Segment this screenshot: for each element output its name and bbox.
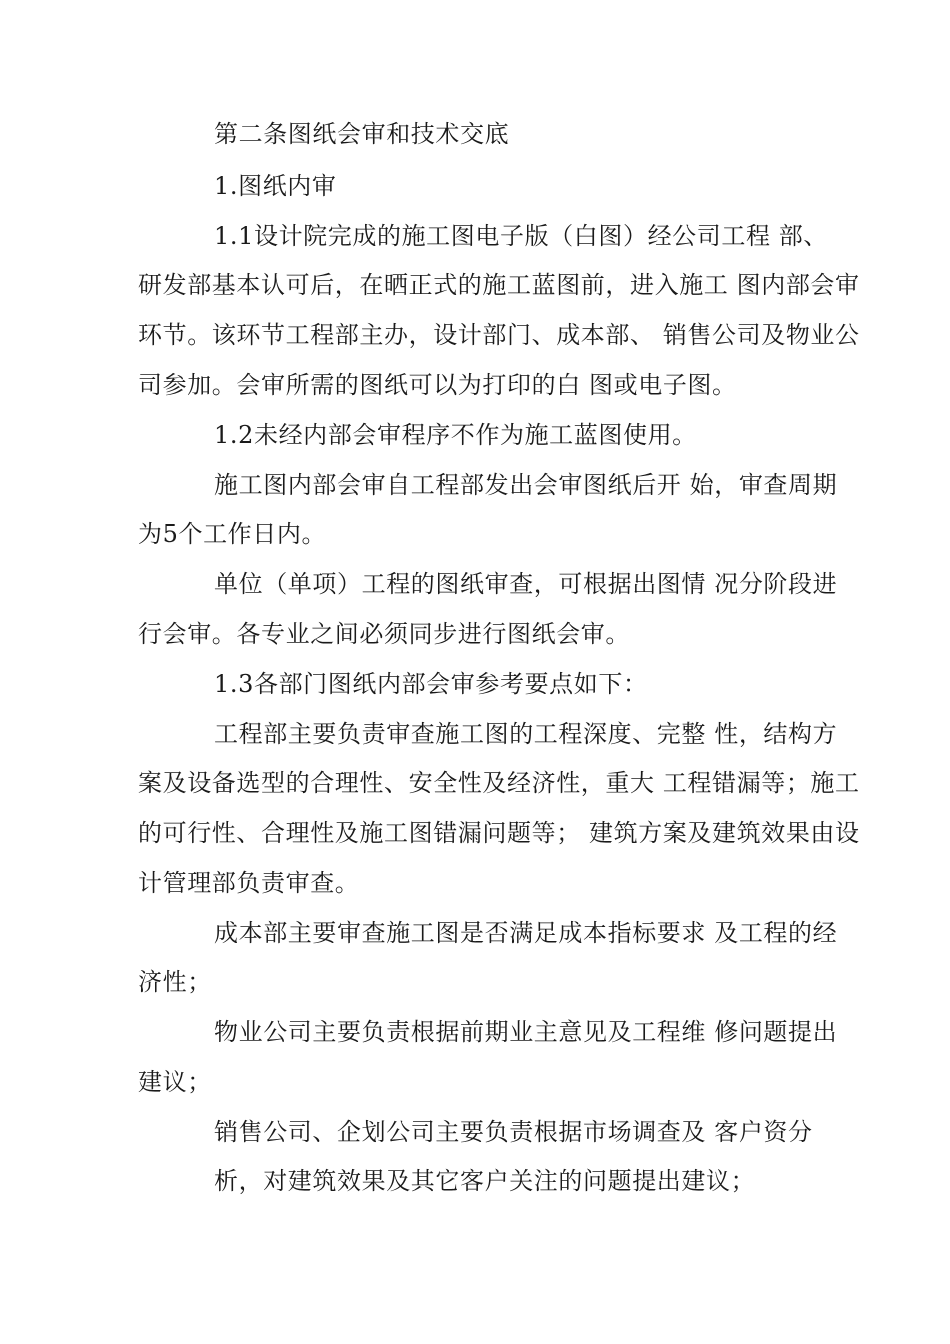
paragraph-line: 销售公司、企划公司主要负责根据市场调查及 客户资分 — [214, 1118, 813, 1146]
paragraph-line: 1.2未经内部会审程序不作为施工蓝图使用。 — [214, 421, 697, 449]
paragraph-line: 研发部基本认可后，在晒正式的施工蓝图前，进入施工 图内部会审 — [138, 271, 860, 299]
subsection-heading: 1.图纸内审 — [214, 172, 337, 200]
paragraph-line: 工程部主要负责审查施工图的工程深度、完整 性，结构方 — [214, 720, 838, 748]
section-heading: 第二条图纸会审和技术交底 — [214, 120, 510, 148]
paragraph-line: 司参加。会审所需的图纸可以为打印的白 图或电子图。 — [138, 371, 737, 399]
paragraph-line: 析，对建筑效果及其它客户关注的问题提出建议； — [214, 1167, 756, 1195]
paragraph-line: 建议； — [138, 1068, 212, 1096]
paragraph-line: 单位（单项）工程的图纸审查，可根据出图情 况分阶段进 — [214, 570, 838, 598]
paragraph-line: 计管理部负责审查。 — [138, 869, 360, 897]
paragraph-line: 济性； — [138, 968, 212, 996]
paragraph-line: 1.1设计院完成的施工图电子版（白图）经公司工程 部、 — [214, 222, 828, 250]
paragraph-line: 成本部主要审查施工图是否满足成本指标要求 及工程的经 — [214, 919, 838, 947]
paragraph-line: 的可行性、合理性及施工图错漏问题等； 建筑方案及建筑效果由设 — [138, 819, 860, 847]
paragraph-line: 施工图内部会审自工程部发出会审图纸后开 始，审查周期 — [214, 471, 838, 499]
paragraph-line: 行会审。各专业之间必须同步进行图纸会审。 — [138, 620, 630, 648]
paragraph-line: 1.3各部门图纸内部会审参考要点如下： — [214, 670, 648, 698]
paragraph-line: 案及设备选型的合理性、安全性及经济性，重大 工程错漏等；施工 — [138, 769, 860, 797]
paragraph-line: 环节。该环节工程部主办，设计部门、成本部、 销售公司及物业公 — [138, 321, 860, 349]
paragraph-line: 为5个工作日内。 — [138, 520, 327, 548]
paragraph-line: 物业公司主要负责根据前期业主意见及工程维 修问题提出 — [214, 1018, 838, 1046]
